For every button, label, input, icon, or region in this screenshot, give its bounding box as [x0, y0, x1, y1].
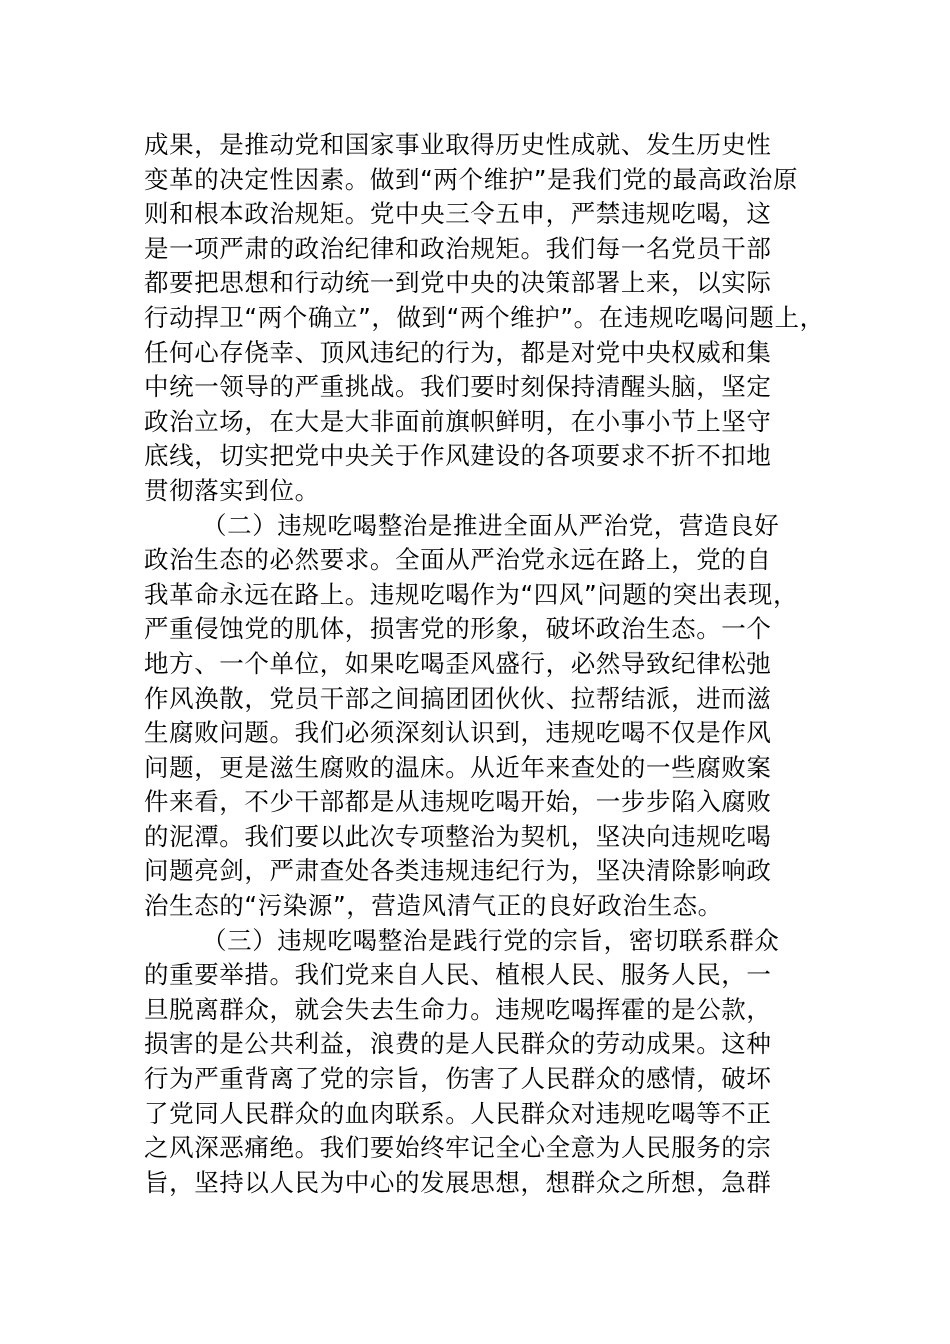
- text-line: 作风涣散，党员干部之间搞团团伙伙、拉帮结派，进而滋: [144, 683, 772, 713]
- text-line: 的重要举措。我们党来自人民、植根人民、服务人民，一: [144, 960, 772, 990]
- text-line: 之风深恶痛绝。我们要始终牢记全心全意为人民服务的宗: [144, 1133, 772, 1163]
- text-line: 的泥潭。我们要以此次专项整治为契机，坚决向违规吃喝: [144, 821, 772, 851]
- text-line: 严重侵蚀党的肌体，损害党的形象，破坏政治生态。一个: [144, 614, 772, 644]
- text-line: 我革命永远在路上。违规吃喝作为“四风”问题的突出表现，: [144, 579, 799, 609]
- text-line: 行为严重背离了党的宗旨，伤害了人民群众的感情，破坏: [144, 1064, 772, 1094]
- text-line: 问题，更是滋生腐败的温床。从近年来查处的一些腐败案: [144, 752, 772, 782]
- text-line: 治生态的“污染源”，营造风清气正的良好政治生态。: [144, 891, 723, 921]
- text-line: 任何心存侥幸、顶风违纪的行为，都是对党中央权威和集: [144, 337, 772, 367]
- text-line: 都要把思想和行动统一到党中央的决策部署上来，以实际: [144, 268, 772, 298]
- text-line: 地方、一个单位，如果吃喝歪风盛行，必然导致纪律松弛: [144, 648, 772, 678]
- text-line: 旦脱离群众，就会失去生命力。违规吃喝挥霍的是公款，: [144, 994, 772, 1024]
- text-line: 变革的决定性因素。做到“两个维护”是我们党的最高政治原: [144, 164, 799, 194]
- text-line: 问题亮剑，严肃查处各类违规违纪行为，坚决清除影响政: [144, 856, 772, 886]
- text-line: 中统一领导的严重挑战。我们要时刻保持清醒头脑，坚定: [144, 372, 772, 402]
- text-line: 件来看，不少干部都是从违规吃喝开始，一步步陷入腐败: [144, 787, 772, 817]
- text-line: 是一项严肃的政治纪律和政治规矩。我们每一名党员干部: [144, 233, 772, 263]
- text-line: 政治立场，在大是大非面前旗帜鲜明，在小事小节上坚守: [144, 406, 772, 436]
- paragraph-heading-3: （三）违规吃喝整治是践行党的宗旨，密切联系群众: [202, 925, 780, 955]
- text-line: 贯彻落实到位。: [144, 475, 320, 505]
- text-line: 了党同人民群众的血肉联系。人民群众对违规吃喝等不正: [144, 1098, 772, 1128]
- text-line: 旨，坚持以人民为中心的发展思想，想群众之所想，急群: [144, 1167, 772, 1197]
- body-text: [144, 128, 834, 1200]
- text-line: 生腐败问题。我们必须深刻认识到，违规吃喝不仅是作风: [144, 718, 772, 748]
- text-line: 行动捍卫“两个确立”，做到“两个维护”。在违规吃喝问题上，: [144, 302, 825, 332]
- paragraph-heading-2: （二）违规吃喝整治是推进全面从严治党，营造良好: [202, 510, 780, 540]
- text-line: 政治生态的必然要求。全面从严治党永远在路上，党的自: [144, 545, 772, 575]
- text-line: 底线，切实把党中央关于作风建设的各项要求不折不扣地: [144, 441, 772, 471]
- text-line: 则和根本政治规矩。党中央三令五申，严禁违规吃喝，这: [144, 199, 772, 229]
- text-line: 损害的是公共利益，浪费的是人民群众的劳动成果。这种: [144, 1029, 772, 1059]
- text-line: 成果，是推动党和国家事业取得历史性成就、发生历史性: [144, 130, 772, 159]
